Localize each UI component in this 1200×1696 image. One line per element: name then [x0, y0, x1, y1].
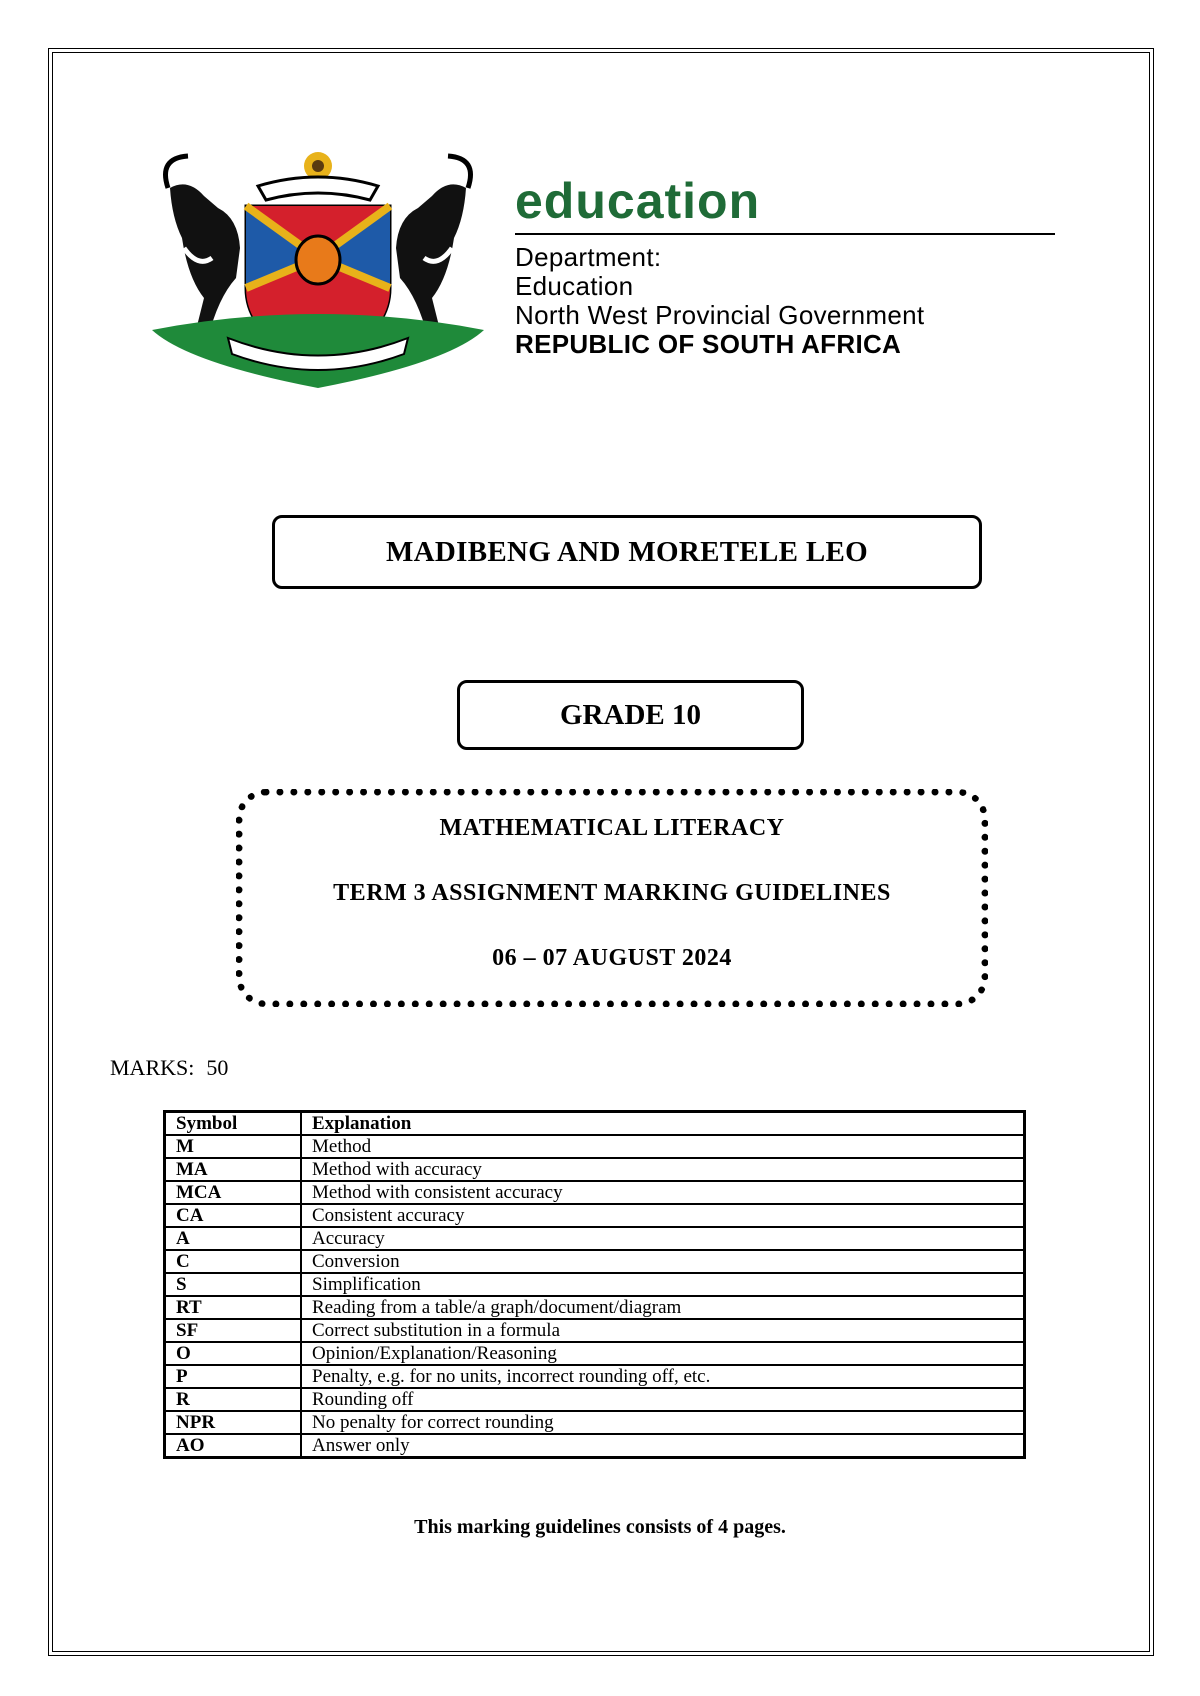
coat-of-arms-logo [148, 148, 488, 390]
symbol-cell: NPR [165, 1411, 302, 1434]
explanation-cell: Method with consistent accuracy [301, 1181, 1025, 1204]
marks-label: MARKS: [110, 1055, 195, 1080]
explanation-cell: Method [301, 1135, 1025, 1158]
table-header-row [165, 1112, 1025, 1136]
symbol-cell: MA [165, 1158, 302, 1181]
table-row [165, 1227, 1025, 1250]
explanation-cell: Opinion/Explanation/Reasoning [301, 1342, 1025, 1365]
page-count-note: This marking guidelines consists of 4 pages. [414, 1516, 786, 1538]
explanation-cell: Rounding off [301, 1388, 1025, 1411]
header-symbol: Symbol [165, 1112, 302, 1136]
table-row [165, 1411, 1025, 1434]
table-row [165, 1250, 1025, 1273]
department-name: Education [515, 271, 634, 301]
table-row [165, 1273, 1025, 1296]
explanation-cell: Simplification [301, 1273, 1025, 1296]
explanation-cell: No penalty for correct rounding [301, 1411, 1025, 1434]
brand-wordmark: education [515, 173, 761, 229]
symbol-cell: O [165, 1342, 302, 1365]
explanation-cell: Reading from a table/a graph/document/diagram [301, 1296, 1025, 1319]
symbol-cell: R [165, 1388, 302, 1411]
symbol-cell: AO [165, 1434, 302, 1458]
symbol-cell: A [165, 1227, 302, 1250]
explanation-cell: Answer only [301, 1434, 1025, 1458]
subject-title: MATHEMATICAL LITERACY [439, 815, 785, 841]
district-title-box: MADIBENG AND MORETELE LEO [272, 515, 982, 589]
table-row [165, 1342, 1025, 1365]
marks-value: 50 [206, 1055, 229, 1080]
symbol-cell: S [165, 1273, 302, 1296]
symbol-cell: M [165, 1135, 302, 1158]
country-name: REPUBLIC OF SOUTH AFRICA [515, 329, 902, 359]
symbol-cell: C [165, 1250, 302, 1273]
table-row [165, 1181, 1025, 1204]
assessment-title: TERM 3 ASSIGNMENT MARKING GUIDELINES [333, 880, 891, 906]
header-explanation: Explanation [301, 1112, 1025, 1136]
table-row [165, 1365, 1025, 1388]
provincial-government: North West Provincial Government [515, 300, 925, 330]
department-brand-block [515, 175, 1060, 359]
explanation-cell: Conversion [301, 1250, 1025, 1273]
table-row [165, 1296, 1025, 1319]
table-row [165, 1319, 1025, 1342]
brand-divider [515, 233, 1055, 235]
table-row [165, 1388, 1025, 1411]
table-row [165, 1135, 1025, 1158]
department-label: Department: [515, 242, 662, 272]
explanation-cell: Correct substitution in a formula [301, 1319, 1025, 1342]
symbol-cell: CA [165, 1204, 302, 1227]
symbol-cell: MCA [165, 1181, 302, 1204]
explanation-cell: Accuracy [301, 1227, 1025, 1250]
table-row [165, 1204, 1025, 1227]
symbol-cell: RT [165, 1296, 302, 1319]
assessment-dates: 06 – 07 AUGUST 2024 [492, 945, 732, 971]
explanation-cell: Method with accuracy [301, 1158, 1025, 1181]
grade-box: GRADE 10 [457, 680, 804, 750]
symbol-cell: SF [165, 1319, 302, 1342]
table-row [165, 1158, 1025, 1181]
marking-symbols-table [163, 1110, 1026, 1459]
total-marks [110, 1055, 228, 1081]
table-row [165, 1434, 1025, 1458]
symbol-cell: P [165, 1365, 302, 1388]
explanation-cell: Penalty, e.g. for no units, incorrect rounding off, etc. [301, 1365, 1025, 1388]
explanation-cell: Consistent accuracy [301, 1204, 1025, 1227]
